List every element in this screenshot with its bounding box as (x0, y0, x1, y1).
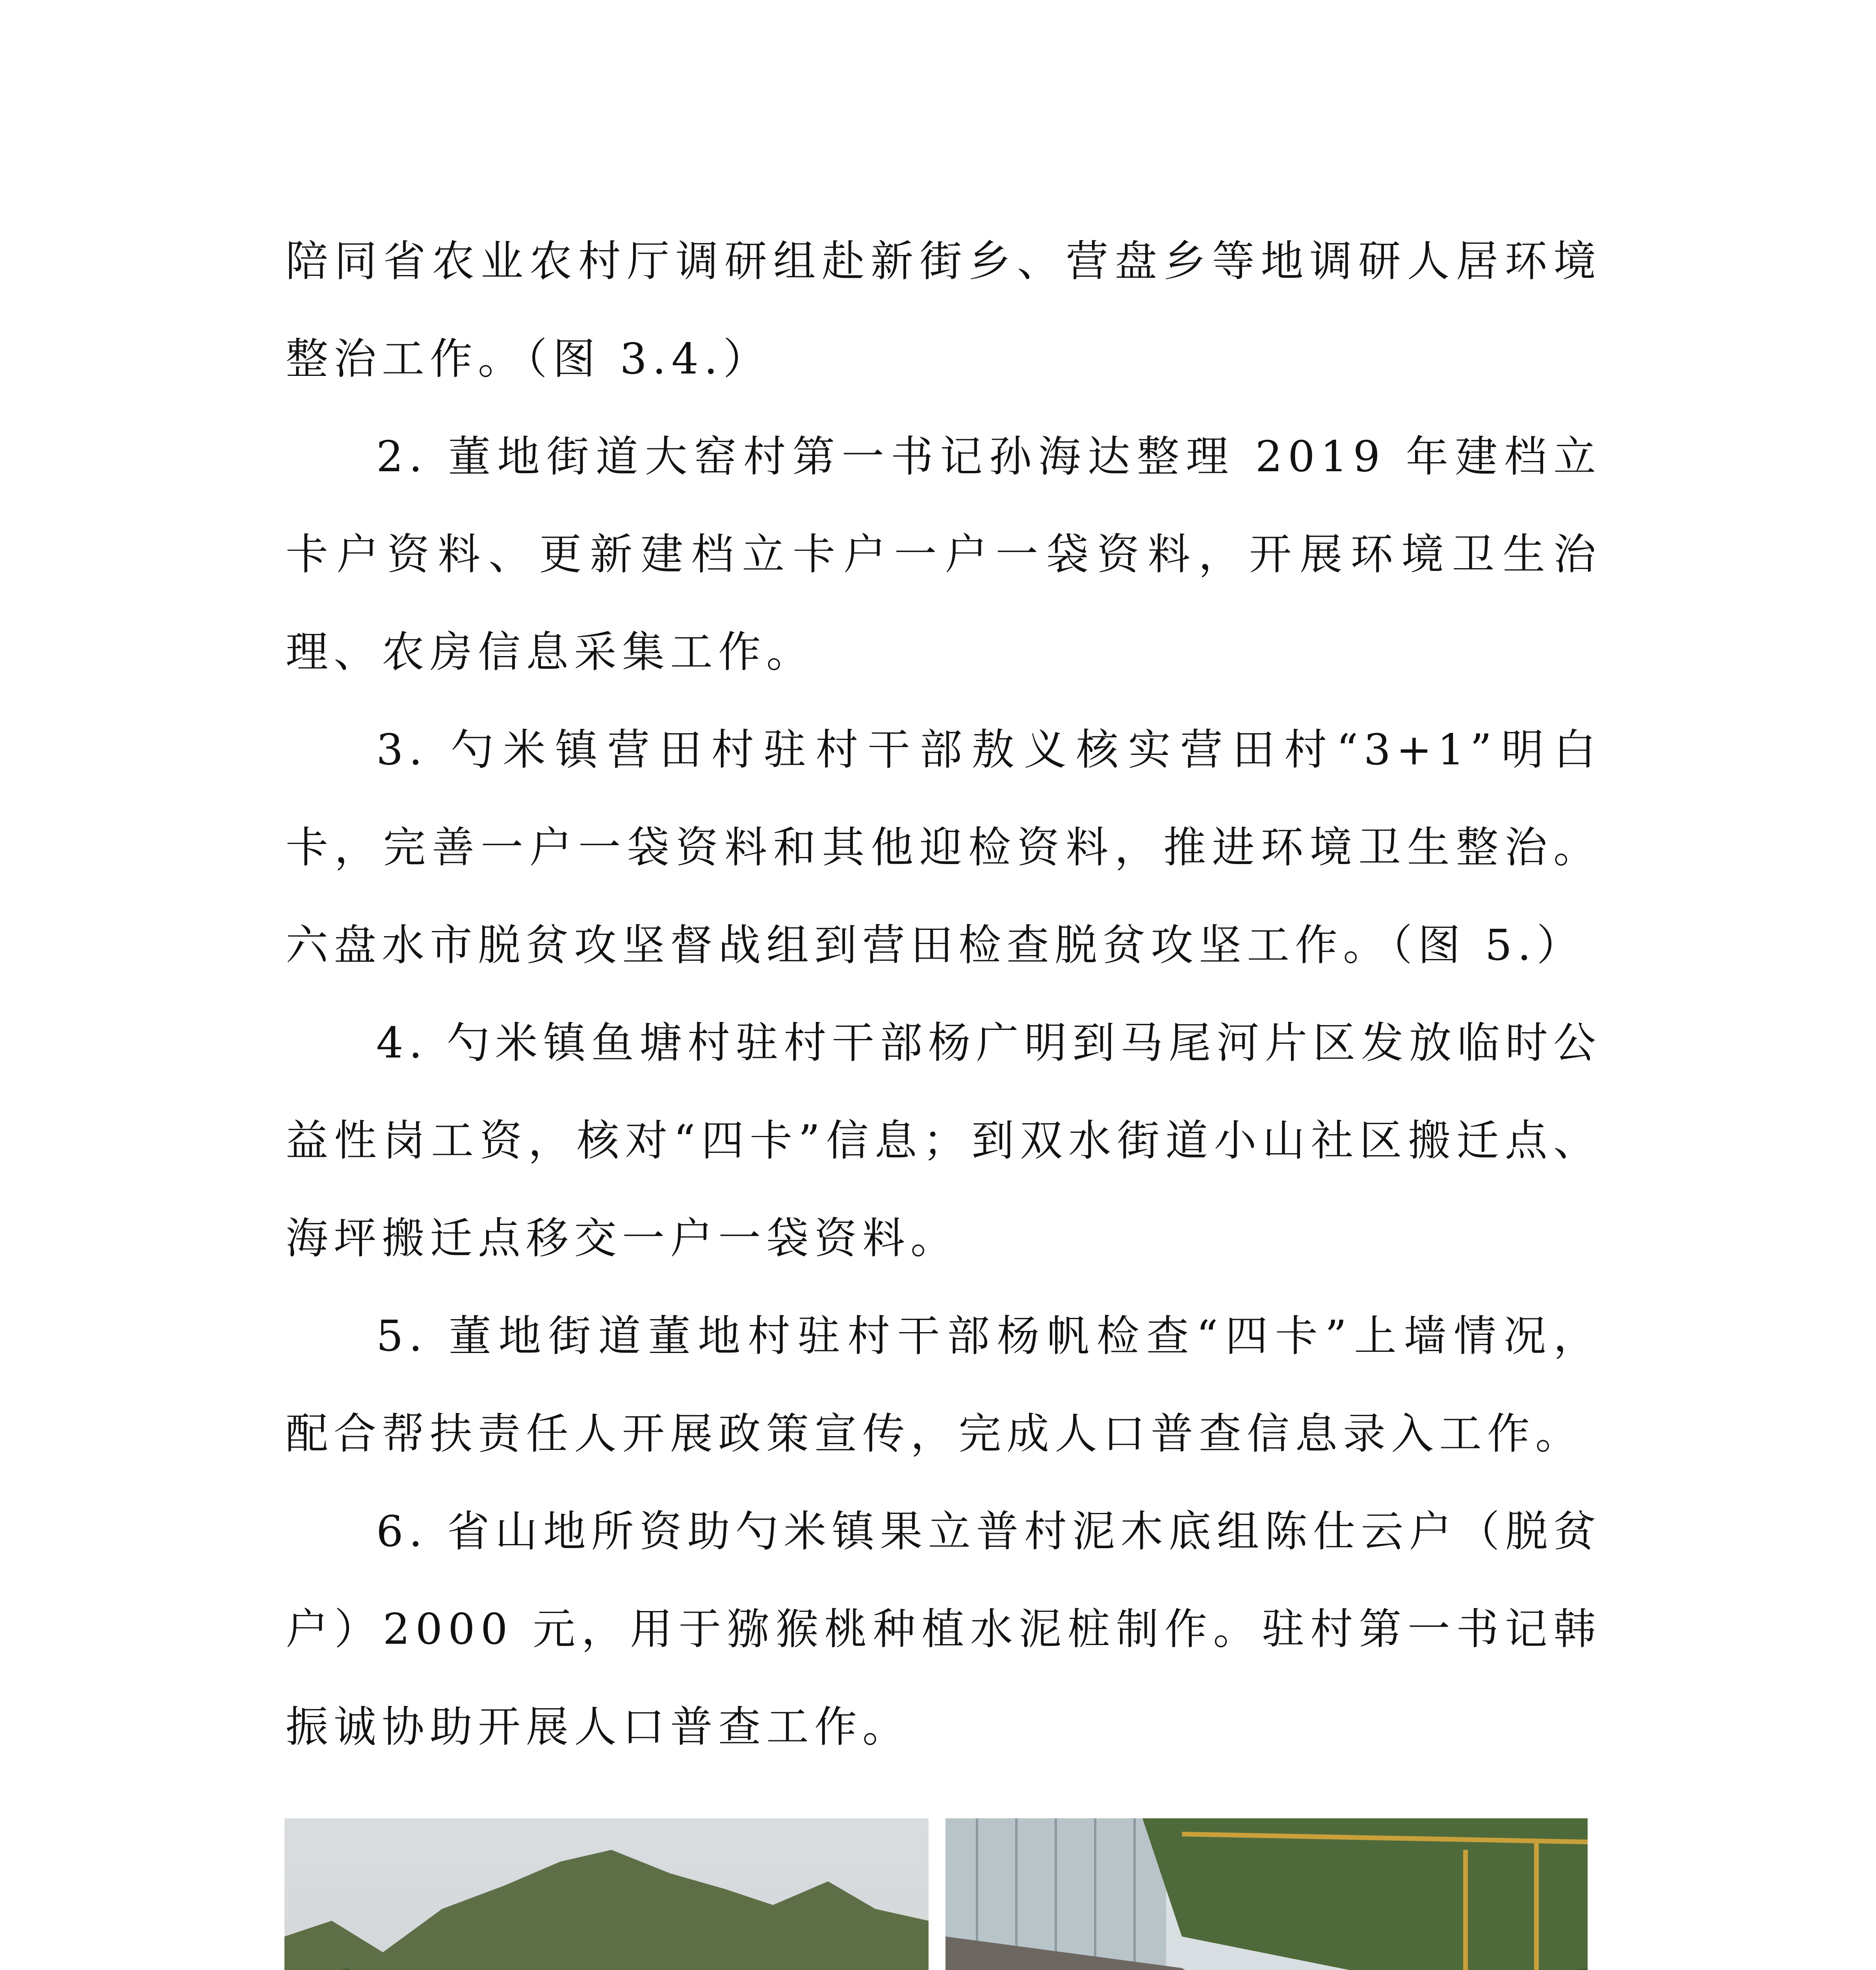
paragraph-1: 陪同省农业农村厅调研组赴新街乡、营盘乡等地调研人居环境整治工作。（图 3.4.） (286, 237, 1601, 384)
figure-3-photo (284, 1818, 929, 1970)
paragraph-3: 3. 勺米镇营田村驻村干部敖义核实营田村“3+1”明白卡，完善一户一袋资料和其他迎检资料，推进环境卫生整治。六盘水市脱贫攻坚督战组到营田检查脱贫攻坚工作。（图 5.） (286, 725, 1601, 970)
paragraph-4: 4. 勺米镇鱼塘村驻村干部杨广明到马尾河片区发放临时公益性岗工资，核对“四卡”信息；到双水街道小山社区搬迁点、海坪搬迁点移交一户一袋资料。 (286, 1018, 1601, 1263)
paragraph-2: 2. 董地街道大窑村第一书记孙海达整理 2019 年建档立卡户资料、更新建档立卡户一户一袋资料，开展环境卫生治理、农房信息采集工作。 (286, 432, 1601, 677)
paragraph-6: 6. 省山地所资助勺米镇果立普村泥木底组陈仕云户（脱贫户）2000 元，用于猕猴桃种植水泥桩制作。驻村第一书记韩振诚协助开展人口普查工作。 (286, 1507, 1601, 1752)
figure-4-photo (945, 1818, 1588, 1970)
paragraph-5: 5. 董地街道董地村驻村干部杨帆检查“四卡”上墙情况，配合帮扶责任人开展政策宣传，完成人口普查信息录入工作。 (286, 1312, 1601, 1459)
body-text (286, 213, 1601, 1776)
